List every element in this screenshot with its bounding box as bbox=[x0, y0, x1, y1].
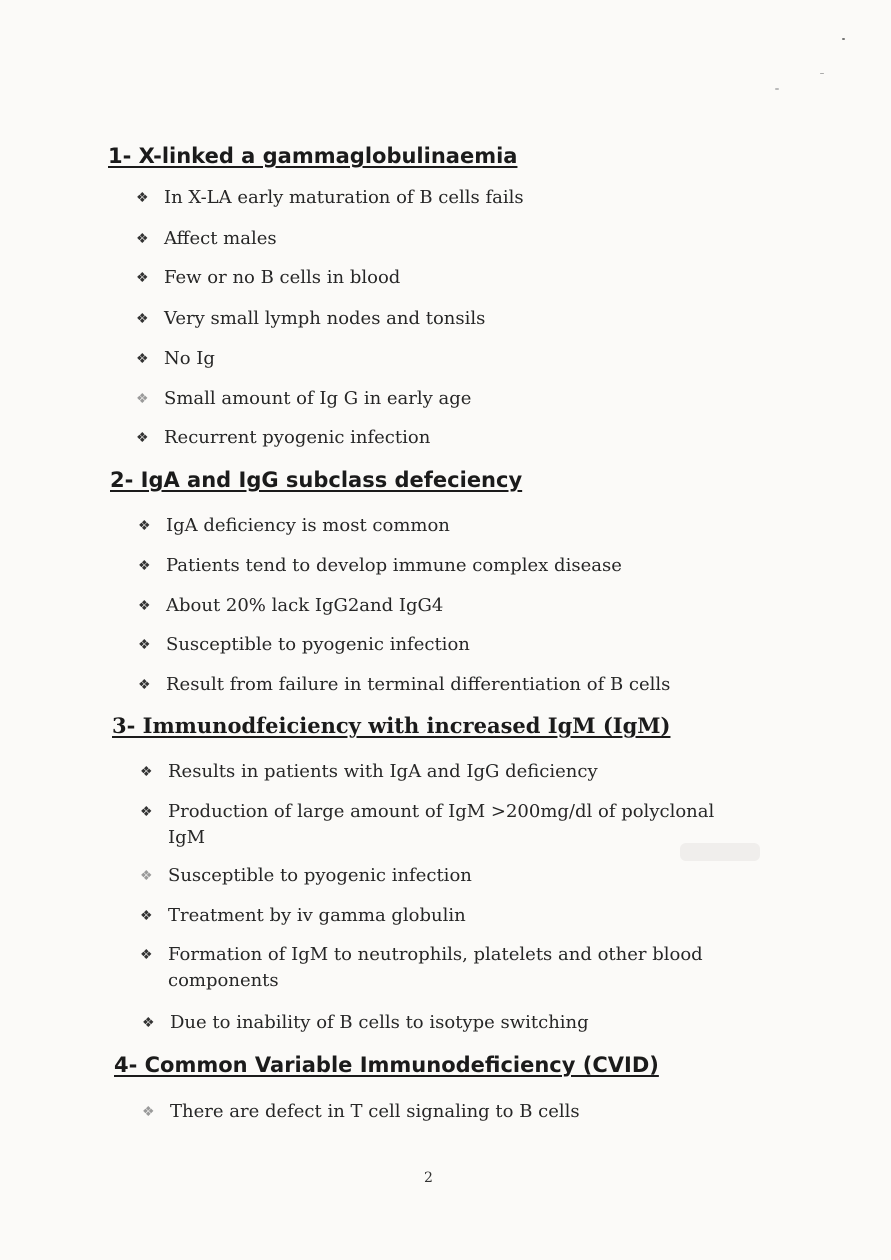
bullet-icon: ❖ bbox=[136, 311, 149, 327]
bullet-icon: ❖ bbox=[136, 430, 149, 446]
list-item: ❖ IgA deficiency is most common bbox=[138, 513, 758, 539]
list-item: ❖ Due to inability of B cells to isotype switching bbox=[142, 1010, 742, 1036]
bullet-icon: ❖ bbox=[138, 558, 151, 574]
bullet-icon: ❖ bbox=[136, 270, 149, 286]
list-item: ❖ Results in patients with IgA and IgG deficiency bbox=[140, 759, 740, 785]
section-heading-2: 2- IgA and IgG subclass defeciency bbox=[110, 468, 523, 492]
scan-speck bbox=[820, 73, 824, 74]
list-item: ❖ Small amount of Ig G in early age bbox=[136, 386, 756, 412]
scan-speck bbox=[842, 38, 845, 40]
scan-speck bbox=[775, 88, 779, 90]
section-heading-4: 4- Common Variable Immunodeficiency (CVID) bbox=[114, 1053, 659, 1077]
section-heading-3: 3- Immunodfeiciency with increased IgM (IgM) bbox=[112, 713, 671, 738]
list-item: ❖ No Ig bbox=[136, 346, 756, 372]
bullet-icon: ❖ bbox=[138, 637, 151, 653]
bullet-icon: ❖ bbox=[136, 351, 149, 367]
list-item: ❖ Result from failure in terminal differentiation of B cells bbox=[138, 672, 758, 698]
bullet-icon: ❖ bbox=[138, 677, 151, 693]
bullet-icon: ❖ bbox=[136, 391, 149, 407]
list-item: ❖ There are defect in T cell signaling to B cells bbox=[142, 1099, 742, 1125]
bullet-icon: ❖ bbox=[140, 764, 153, 780]
bullet-icon: ❖ bbox=[140, 868, 153, 884]
bullet-icon: ❖ bbox=[142, 1015, 155, 1031]
bullet-icon: ❖ bbox=[140, 908, 153, 924]
list-item: ❖ Very small lymph nodes and tonsils bbox=[136, 306, 756, 332]
list-item: ❖ Affect males bbox=[136, 226, 756, 252]
list-item: ❖ Recurrent pyogenic infection bbox=[136, 425, 756, 451]
page-number: 2 bbox=[424, 1170, 433, 1186]
list-item: ❖ Production of large amount of IgM >200mg/dl of polyclonal IgM bbox=[140, 801, 715, 848]
bullet-icon: ❖ bbox=[138, 518, 151, 534]
bullet-icon: ❖ bbox=[140, 947, 153, 963]
bullet-icon: ❖ bbox=[138, 598, 151, 614]
bullet-icon: ❖ bbox=[142, 1104, 155, 1120]
bullet-icon: ❖ bbox=[136, 231, 149, 247]
list-item: ❖ Patients tend to develop immune complex disease bbox=[138, 553, 758, 579]
bullet-icon: ❖ bbox=[140, 804, 153, 820]
list-item: ❖ Formation of IgM to neutrophils, platelets and other blood components bbox=[140, 944, 703, 991]
bullet-icon: ❖ bbox=[136, 190, 149, 206]
list-item: ❖ Few or no B cells in blood bbox=[136, 265, 756, 291]
list-item: ❖ Susceptible to pyogenic infection bbox=[140, 863, 740, 889]
list-item: ❖ About 20% lack IgG2and IgG4 bbox=[138, 593, 758, 619]
section-heading-1: 1- X-linked a gammaglobulinaemia bbox=[108, 144, 518, 168]
list-item: ❖ Treatment by iv gamma globulin bbox=[140, 903, 740, 929]
list-item: ❖ Susceptible to pyogenic infection bbox=[138, 632, 758, 658]
list-item: ❖ In X-LA early maturation of B cells fails bbox=[136, 185, 756, 211]
